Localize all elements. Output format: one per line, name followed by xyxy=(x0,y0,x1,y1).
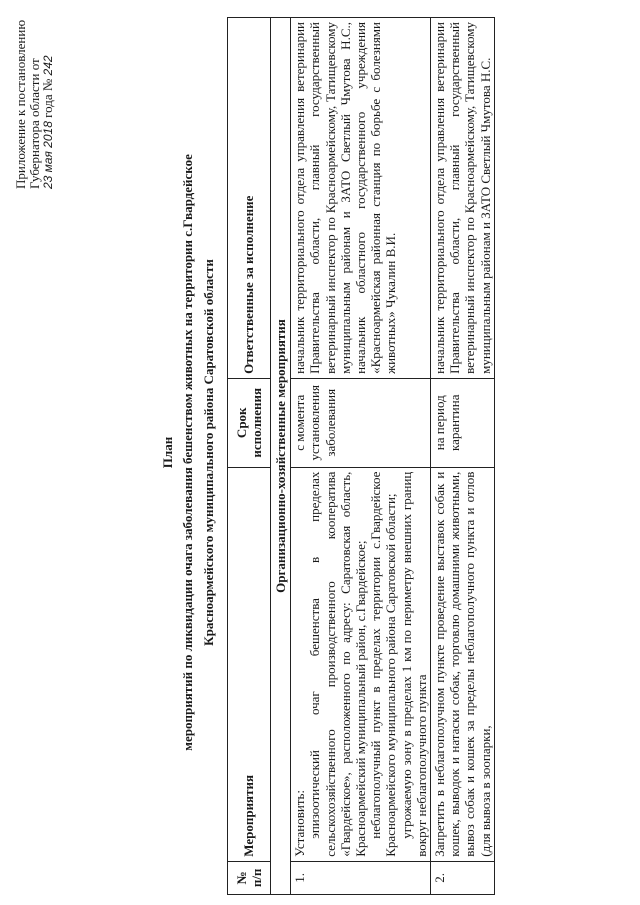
row-1-term: с момента установления заболевания xyxy=(291,378,431,467)
appendix-block xyxy=(14,9,56,189)
row-1-num: 1. xyxy=(291,861,431,894)
header-term: Срок исполнения xyxy=(228,378,271,467)
row-1-activity xyxy=(291,467,431,861)
row-2-responsible: начальник территориального отдела управления ветеринарии Правительства области, главный государственный ветеринарный инспектор по Красноармейскому, Татищевскому муниципальным районам и ЗАТО Светлый Чмутова Н.С. xyxy=(431,18,495,379)
appendix-line-1: Приложение к постановлению xyxy=(13,19,28,189)
header-num: № п/п xyxy=(228,861,271,894)
number-sign: № xyxy=(40,78,55,92)
table-row xyxy=(431,18,495,895)
row-2-num: 2. xyxy=(431,861,495,894)
appendix-date-line xyxy=(41,9,56,189)
section-title: Организационно-хозяйственные мероприятия xyxy=(271,18,291,895)
header-responsible: Ответственные за исполнение xyxy=(228,18,271,379)
header-activity: Мероприятия xyxy=(228,467,271,861)
date-month: мая xyxy=(41,151,55,173)
appendix-line-2: Губернатора области от xyxy=(26,58,42,189)
date-year: 2018 xyxy=(41,121,55,148)
section-row xyxy=(271,18,291,895)
row-2-activity: Запретить в неблагополучном пункте проведение выставок собак и кошек, выводок и натаски собак, торговлю домашними животными, вывоз собак и кошек за пределы неблагополучного пункта и отлов (для вывоза в зоопарки, xyxy=(431,467,495,861)
row-1-activity-item-3: угрожаемую зону в пределах 1 км по периметру внешних границ вокруг неблагополучного пункта xyxy=(398,471,429,857)
year-word: года xyxy=(40,94,55,118)
row-1-activity-item-1: эпизоотический очаг бешенства в пределах сельскохозяйственного производственного кооператива «Гвардейское», расположенного по адресу: Саратовская область, Красноармейский муниципальный район, с.Гвардейское; xyxy=(307,471,369,857)
document-number: 242 xyxy=(41,55,55,76)
row-2-term: на период карантина xyxy=(431,378,495,467)
row-1-activity-item-2: неблагополучный пункт в пределах территории с.Гвардейское Красноармейского муниципального района Саратовской области; xyxy=(368,471,399,857)
measures-table xyxy=(227,17,495,895)
plan-title-line-2: Красноармейского муниципального района Саратовской области xyxy=(201,259,216,646)
table-header-row xyxy=(228,18,271,895)
table-row xyxy=(291,18,431,895)
date-day: 23 xyxy=(41,175,55,189)
plan-heading: План xyxy=(160,436,175,469)
row-1-responsible: начальник территориального отдела управления ветеринарии Правительства области, главный государственный ветеринарный инспектор по Красноармейскому, Татищевскому муниципальным районам и ЗАТО Светлый Чмутова Н.С., начальник областного государственного учреждения «Красноармейская районная станция по борьбе с болезнями животных» Чукалин В.И. xyxy=(291,18,431,379)
row-1-activity-lead: Установить: xyxy=(292,789,308,857)
plan-title-line-1: мероприятий по ликвидации очага заболевания бешенством животных на территории с.Гвардейское xyxy=(180,154,195,751)
